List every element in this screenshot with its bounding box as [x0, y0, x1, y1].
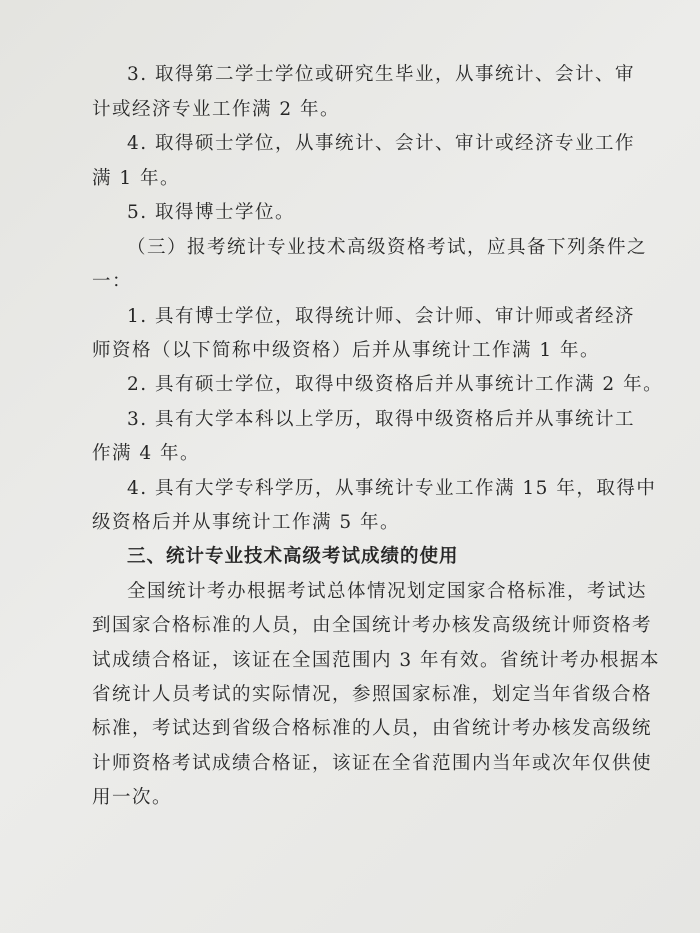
text-line: 省统计人员考试的实际情况，参照国家标准，划定当年省级合格 [92, 684, 653, 705]
text-line: 用一次。 [92, 787, 173, 808]
text-line: 一： [92, 271, 133, 292]
text-line: 3. 取得第二学士学位或研究生毕业，从事统计、会计、审 [127, 64, 636, 85]
text-line: 到国家合格标准的人员，由全国统计考办核发高级统计师资格考 [92, 615, 653, 636]
text-line: 5. 取得博士学位。 [127, 202, 296, 223]
text-line: 4. 取得硕士学位，从事统计、会计、审计或经济专业工作 [127, 133, 636, 154]
text-line: 师资格（以下简称中级资格）后并从事统计工作满 1 年。 [92, 340, 601, 361]
text-line: 计或经济专业工作满 2 年。 [92, 99, 341, 120]
section-heading: 三、统计专业技术高级考试成绩的使用 [127, 546, 459, 567]
text-line: 级资格后并从事统计工作满 5 年。 [92, 512, 401, 533]
text-line: 1. 具有博士学位，取得统计师、会计师、审计师或者经济 [127, 306, 636, 327]
text-line: 计师资格考试成绩合格证，该证在全省范围内当年或次年仅供使 [92, 753, 653, 774]
text-line: 3. 具有大学本科以上学历，取得中级资格后并从事统计工 [127, 409, 636, 430]
text-line: 满 1 年。 [92, 168, 181, 189]
text-line: 全国统计考办根据考试总体情况划定国家合格标准，考试达 [127, 581, 648, 602]
text-line: 4. 具有大学专科学历，从事统计专业工作满 15 年，取得中 [127, 478, 657, 499]
text-line: 标准，考试达到省级合格标准的人员，由省统计考办核发高级统 [92, 718, 653, 739]
text-line: 2. 具有硕士学位，取得中级资格后并从事统计工作满 2 年。 [127, 374, 664, 395]
text-line: （三）报考统计专业技术高级资格考试，应具备下列条件之 [127, 237, 648, 258]
text-line: 试成绩合格证，该证在全国范围内 3 年有效。省统计考办根据本 [92, 650, 661, 671]
text-line: 作满 4 年。 [92, 443, 201, 464]
